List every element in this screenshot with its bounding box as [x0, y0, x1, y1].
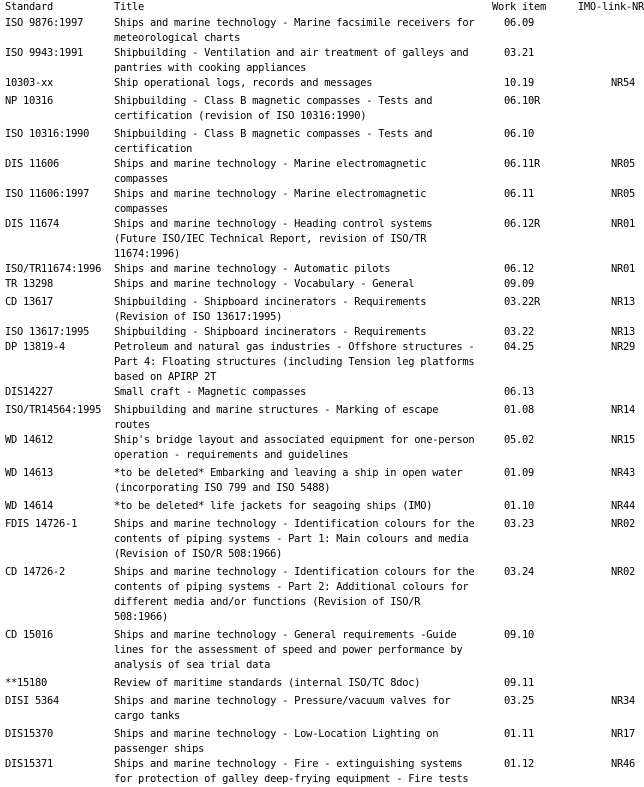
title-line: compasses	[114, 203, 169, 215]
table-row	[0, 76, 644, 94]
title-line: Shipbuilding - Shipboard incinerators - Requirements	[114, 326, 427, 338]
work-item-cell: 05.02	[504, 434, 535, 446]
table-row	[0, 403, 644, 433]
title-line: lines for the assessment of speed and power performance by	[114, 644, 463, 656]
standard-cell: DISI 5364	[5, 695, 60, 707]
standard-cell: ISO/TR14564:1995	[5, 404, 102, 416]
title-line: routes	[114, 419, 151, 431]
title-line: Review of maritime standards (internal ISO/TC 8doc)	[114, 677, 421, 689]
standard-cell: ISO 10316:1990	[5, 128, 90, 140]
title-line: Ships and marine technology - Fire - extinguishing systems	[114, 758, 463, 770]
work-item-cell: 03.22	[504, 326, 535, 338]
table-row	[0, 325, 644, 340]
title-cell	[108, 694, 492, 727]
title-line: (incorporating ISO 799 and ISO 5488)	[114, 482, 331, 494]
title-cell	[108, 757, 492, 787]
work-item-cell: 03.21	[504, 47, 535, 59]
table-row	[0, 694, 644, 727]
title-line: cargo tanks	[114, 710, 181, 722]
title-line: analysis of sea trial data	[114, 659, 271, 671]
work-item-cell: 06.13	[504, 386, 535, 398]
standard-cell: CD 13617	[5, 296, 54, 308]
title-line: Shipbuilding and marine structures - Marking of escape	[114, 404, 439, 416]
title-line: Petroleum and natural gas industries - Offshore structures -	[114, 341, 475, 353]
table-row	[0, 277, 644, 295]
title-line: pantries with cooking appliances	[114, 62, 307, 74]
title-cell	[108, 385, 492, 403]
header-work-item: Work item	[492, 1, 547, 13]
title-line: 11674:1996)	[114, 248, 181, 260]
work-item-cell: 06.10R	[504, 95, 541, 107]
work-item-cell: 06.10	[504, 128, 535, 140]
title-line: Ship's bridge layout and associated equipment for one-person	[114, 434, 475, 446]
work-item-cell: 03.25	[504, 695, 535, 707]
table-row	[0, 187, 644, 217]
title-line: 508:1966)	[114, 611, 169, 623]
standard-cell: ISO 13617:1995	[5, 326, 90, 338]
title-line: Ship operational logs, records and messages	[114, 77, 373, 89]
title-cell	[108, 127, 492, 157]
standard-cell: TR 13298	[5, 278, 54, 290]
imo-link-cell: NR14	[610, 404, 635, 416]
work-item-cell: 01.09	[504, 467, 535, 479]
title-line: Ships and marine technology - Automatic pilots	[114, 263, 391, 275]
standard-cell: **15180	[5, 677, 48, 689]
work-item-cell: 03.24	[504, 566, 535, 578]
title-cell	[108, 295, 492, 325]
title-line: Ships and marine technology - Low-Location Lighting on	[114, 728, 439, 740]
standard-cell: WD 14614	[5, 500, 54, 512]
work-item-cell: 06.12	[504, 263, 535, 275]
imo-link-cell: NR54	[610, 77, 635, 89]
imo-link-cell: NR13	[610, 326, 635, 338]
imo-link-cell	[563, 46, 644, 76]
title-cell	[108, 565, 492, 628]
title-line: compasses	[114, 173, 169, 185]
table-row	[0, 517, 644, 565]
table-row	[0, 127, 644, 157]
work-item-cell: 09.11	[504, 677, 535, 689]
title-line: Ships and marine technology - Vocabulary - General	[114, 278, 415, 290]
standard-cell: 10303-xx	[5, 77, 54, 89]
title-cell	[108, 46, 492, 76]
title-cell	[108, 325, 492, 340]
table-row	[0, 676, 644, 694]
title-cell	[108, 157, 492, 187]
imo-link-cell	[563, 94, 644, 127]
header-standard: Standard	[5, 1, 54, 13]
table-row	[0, 499, 644, 517]
title-cell	[108, 16, 492, 46]
title-line: certification	[114, 143, 193, 155]
work-item-cell: 06.11R	[504, 158, 541, 170]
imo-link-cell: NR13	[610, 296, 635, 308]
standard-cell: WD 14612	[5, 434, 54, 446]
imo-link-cell	[563, 385, 644, 403]
table-row	[0, 46, 644, 76]
table-row	[0, 295, 644, 325]
title-cell	[108, 277, 492, 295]
work-item-cell: 01.10	[504, 500, 535, 512]
standard-cell: CD 14726-2	[5, 566, 66, 578]
standard-cell: ISO 9943:1991	[5, 47, 84, 59]
title-cell	[108, 262, 492, 277]
title-line: for protection of galley deep-frying equipment - Fire tests	[114, 773, 469, 785]
work-item-cell: 03.23	[504, 518, 535, 530]
title-line: *to be deleted* Embarking and leaving a ship in open water	[114, 467, 463, 479]
standard-cell: ISO 11606:1997	[5, 188, 90, 200]
imo-link-cell: NR34	[610, 695, 635, 707]
standard-cell: DIS15371	[5, 758, 54, 770]
title-line: (Future ISO/IEC Technical Report, revision of ISO/TR	[114, 233, 427, 245]
title-cell	[108, 403, 492, 433]
work-item-cell: 06.12R	[504, 218, 541, 230]
imo-link-cell	[563, 628, 644, 676]
standard-cell: DP 13819-4	[5, 341, 66, 353]
imo-link-cell	[563, 676, 644, 694]
table-row	[0, 565, 644, 628]
work-item-cell: 09.10	[504, 629, 535, 641]
header-row	[0, 0, 644, 16]
title-line: Ships and marine technology - Marine facsimile receivers for	[114, 17, 475, 29]
standard-cell: DIS 11606	[5, 158, 60, 170]
title-line: Ships and marine technology - Marine electromagnetic	[114, 188, 427, 200]
table-row	[0, 628, 644, 676]
table-row	[0, 433, 644, 466]
title-line: Ships and marine technology - Heading control systems	[114, 218, 433, 230]
title-line: Ships and marine technology - Identification colours for the	[114, 518, 475, 530]
standard-cell: DIS15370	[5, 728, 54, 740]
title-line: different media and/or functions (Revision of ISO/R	[114, 596, 421, 608]
header-title: Title	[114, 1, 145, 13]
title-line: passenger ships	[114, 743, 205, 755]
title-line: Shipbuilding - Class B magnetic compasses - Tests and	[114, 95, 433, 107]
work-item-cell: 06.11	[504, 188, 535, 200]
work-item-cell: 06.09	[504, 17, 535, 29]
title-cell	[108, 94, 492, 127]
table-row	[0, 757, 644, 787]
standard-cell: DIS 11674	[5, 218, 60, 230]
title-line: Shipbuilding - Ventilation and air treatment of galleys and	[114, 47, 469, 59]
standards-rows	[0, 16, 644, 787]
standard-cell: NP 10316	[5, 95, 54, 107]
title-cell	[108, 340, 492, 385]
title-line: contents of piping systems - Part 2: Additional colours for	[114, 581, 469, 593]
header-imo-link: IMO-link-NR	[577, 1, 644, 13]
title-line: Shipbuilding - Class B magnetic compasses - Tests and	[114, 128, 433, 140]
title-cell	[108, 217, 492, 262]
imo-link-cell: NR43	[610, 467, 635, 479]
title-cell	[108, 628, 492, 676]
imo-link-cell: NR02	[610, 566, 635, 578]
work-item-cell: 01.12	[504, 758, 535, 770]
title-line: certification (revision of ISO 10316:1990)	[114, 110, 367, 122]
standard-cell: ISO/TR11674:1996	[5, 263, 102, 275]
standard-cell: CD 15016	[5, 629, 54, 641]
imo-link-cell: NR29	[610, 341, 635, 353]
title-line: Part 4: Floating structures (including Tension leg platforms	[114, 356, 475, 368]
imo-link-cell: NR46	[610, 758, 635, 770]
title-line: Ships and marine technology - Marine electromagnetic	[114, 158, 427, 170]
imo-link-cell: NR05	[610, 158, 635, 170]
imo-link-cell: NR44	[610, 500, 635, 512]
imo-link-cell: NR05	[610, 188, 635, 200]
imo-link-cell: NR01	[610, 218, 635, 230]
title-cell	[108, 676, 492, 694]
title-cell	[108, 517, 492, 565]
title-line: operation - requirements and guidelines	[114, 449, 349, 461]
imo-link-cell: NR15	[610, 434, 635, 446]
imo-link-cell	[563, 16, 644, 46]
title-line: contents of piping systems - Part 1: Main colours and media	[114, 533, 469, 545]
title-cell	[108, 187, 492, 217]
work-item-cell: 09.09	[504, 278, 535, 290]
title-line: Ships and marine technology - Pressure/vacuum valves for	[114, 695, 451, 707]
imo-link-cell: NR01	[610, 263, 635, 275]
standard-cell: FDIS 14726-1	[5, 518, 78, 530]
title-cell	[108, 76, 492, 94]
title-line: Ships and marine technology - General requirements -Guide	[114, 629, 457, 641]
title-line: meteorological charts	[114, 32, 241, 44]
title-line: Ships and marine technology - Identification colours for the	[114, 566, 475, 578]
table-row	[0, 157, 644, 187]
table-row	[0, 466, 644, 499]
title-line: (Revision of ISO/R 508:1966)	[114, 548, 283, 560]
standard-cell: WD 14613	[5, 467, 54, 479]
imo-link-cell	[563, 277, 644, 295]
imo-link-cell: NR02	[610, 518, 635, 530]
work-item-cell: 01.08	[504, 404, 535, 416]
title-line: Shipbuilding - Shipboard incinerators - Requirements	[114, 296, 427, 308]
table-row	[0, 94, 644, 127]
table-row	[0, 262, 644, 277]
title-cell	[108, 433, 492, 466]
table-row	[0, 340, 644, 385]
work-item-cell: 01.11	[504, 728, 535, 740]
imo-link-cell	[563, 127, 644, 157]
title-cell	[108, 466, 492, 499]
table-row	[0, 385, 644, 403]
standard-cell: DIS14227	[5, 386, 54, 398]
title-cell	[108, 727, 492, 757]
title-line: (Revision of ISO 13617:1995)	[114, 311, 283, 323]
table-row	[0, 16, 644, 46]
standard-cell: ISO 9876:1997	[5, 17, 84, 29]
title-cell	[108, 499, 492, 517]
imo-link-cell: NR17	[610, 728, 635, 740]
title-line: *to be deleted* life jackets for seagoing ships (IMO)	[114, 500, 433, 512]
title-line: based on APIRP 2T	[114, 371, 217, 383]
table-row	[0, 727, 644, 757]
work-item-cell: 03.22R	[504, 296, 541, 308]
title-line: Small craft - Magnetic compasses	[114, 386, 307, 398]
table-row	[0, 217, 644, 262]
work-item-cell: 10.19	[504, 77, 535, 89]
work-item-cell: 04.25	[504, 341, 535, 353]
